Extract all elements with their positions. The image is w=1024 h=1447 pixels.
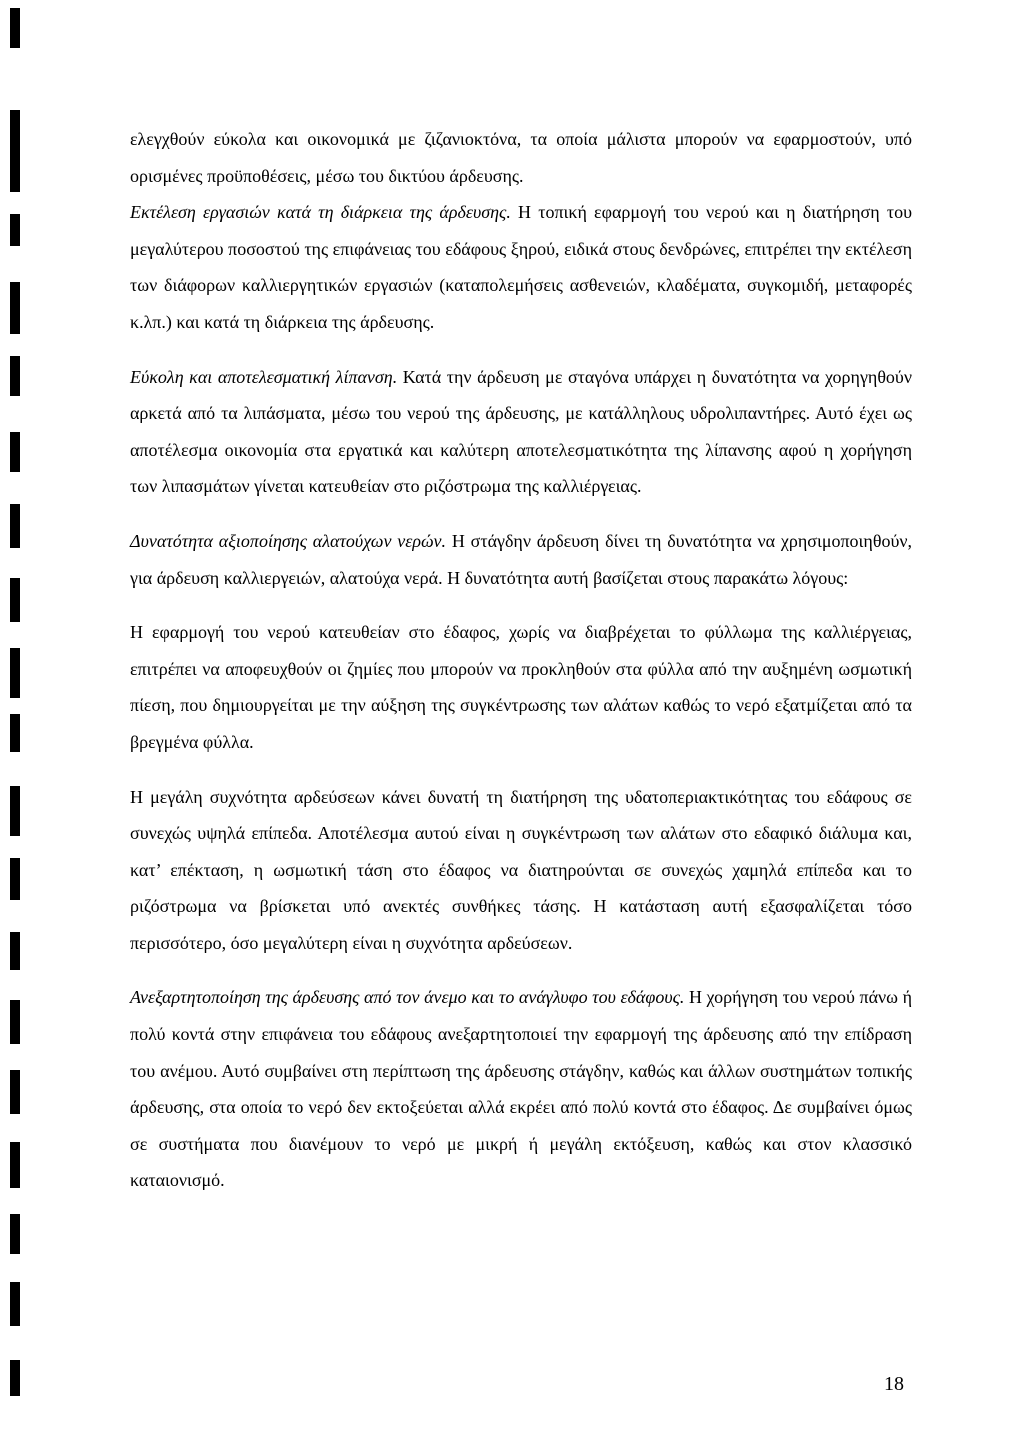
binding-mark bbox=[10, 356, 20, 396]
binding-mark bbox=[10, 1142, 20, 1188]
binding-mark bbox=[10, 1282, 20, 1326]
paragraph-heading: Ανεξαρτητοποίηση της άρδευσης από τον άνεμο και το ανάγλυφο του εδάφους. bbox=[130, 987, 685, 1008]
paragraph-heading: Δυνατότητα αξιοποίησης αλατούχων νερών. bbox=[130, 530, 447, 551]
binding-mark bbox=[10, 214, 20, 246]
paragraph: Δυνατότητα αξιοποίησης αλατούχων νερών. Η στάγδην άρδευση δίνει τη δυνατότητα να χρησιμοποιηθούν, για άρδευση καλλιεργειών, αλατούχα νερά. Η δυνατότητα αυτή βασίζεται στους παρακάτω λόγους: bbox=[130, 530, 912, 588]
binding-mark bbox=[10, 1214, 20, 1254]
paragraph: Ανεξαρτητοποίηση της άρδευσης από τον άνεμο και το ανάγλυφο του εδάφους. Η χορήγηση του νερού πάνω ή πολύ κοντά στην επιφάνεια του εδάφους ανεξαρτητοποιεί την εφαρμογή της άρδευσης από την επίδραση του ανέμου. Αυτό συμβαίνει στη περίπτωση της άρδευσης στάγδην, καθώς και άλλων συστημάτων τοπικής άρδευσης, στα οποία το νερό δεν εκτοξεύεται αλλά εκρέει από πολύ κοντά στο έδαφος. Δε συμβαίνει όμως σε συστήματα που διανέμουν το νερό με μικρή ή μεγάλη εκτόξευση, καθώς και στον κλασσικό καταιονισμό. bbox=[130, 987, 912, 1191]
binding-mark bbox=[10, 1000, 20, 1044]
binding-mark bbox=[10, 1070, 20, 1114]
binding-mark bbox=[10, 714, 20, 752]
paragraph-heading: Εύκολη και αποτελεσματική λίπανση. bbox=[130, 366, 398, 387]
binding-mark bbox=[10, 504, 20, 548]
binding-mark bbox=[10, 578, 20, 622]
binding-mark bbox=[10, 282, 20, 334]
paragraph: Εύκολη και αποτελεσματική λίπανση. Κατά την άρδευση με σταγόνα υπάρχει η δυνατότητα να χορηγηθούν αρκετά από τα λιπάσματα, μέσω του νερού της άρδευσης, με κατάλληλους υδρολιπαντήρες. Αυτό έχει ως αποτέλεσμα οικονομία στα εργατικά και καλύτερη αποτελεσματικότητα της λίπανσης αφού η χορήγηση των λιπασμάτων γίνεται κατευθείαν στο ριζόστρωμα της καλλιέργειας. bbox=[130, 366, 912, 497]
body-text bbox=[130, 121, 912, 1199]
page-number: 18 bbox=[884, 1373, 904, 1395]
binding-mark bbox=[10, 648, 20, 698]
binding-mark bbox=[10, 858, 20, 900]
paragraph: Εκτέλεση εργασιών κατά τη διάρκεια της άρδευσης. Η τοπική εφαρμογή του νερού και η διατήρηση του μεγαλύτερου ποσοστού της επιφάνειας του εδάφους ξηρού, ειδικά στους δενδρώνες, επιτρέπει την εκτέλεση των διάφορων καλλιεργητικών εργασιών (καταπολεμήσεις ασθενειών, κλαδέματα, συγκομιδή, μεταφορές κ.λπ.) και κατά τη διάρκεια της άρδευσης. bbox=[130, 202, 913, 332]
paragraph: Η μεγάλη συχνότητα αρδεύσεων κάνει δυνατή τη διατήρηση της υδατοπεριακτικότητας του εδάφους σε συνεχώς υψηλά επίπεδα. Αποτέλεσμα αυτού είναι η συγκέντρωση των αλάτων στο εδαφικό διάλυμα και, κατ’ επέκταση, η ωσμωτική τάση στο έδαφος να διατηρούνται σε συνεχώς χαμηλά επίπεδα και το ριζόστρωμα να βρίσκεται υπό ανεκτές συνθήκες τάσης. Η κατάσταση αυτή εξασφαλίζεται τόσο περισσότερο, όσο μεγαλύτερη είναι η συχνότητα αρδεύσεων. bbox=[130, 786, 912, 953]
paragraph: Η εφαρμογή του νερού κατευθείαν στο έδαφος, χωρίς να διαβρέχεται το φύλλωμα της καλλιέργειας, επιτρέπει να αποφευχθούν οι ζημίες που μπορούν να προκληθούν στα φύλλα από την αυξημένη ωσμωτική πίεση, που δημιουργείται με την αύξηση της συγκέντρωσης των αλάτων καθώς το νερό εξατμίζεται από τα βρεγμένα φύλλα. bbox=[130, 622, 912, 752]
binding-edge bbox=[0, 0, 30, 1447]
binding-mark bbox=[10, 786, 20, 836]
binding-mark bbox=[10, 432, 20, 472]
binding-mark bbox=[10, 8, 20, 48]
paragraph-heading: Εκτέλεση εργασιών κατά τη διάρκεια της άρδευσης. bbox=[130, 202, 511, 223]
paragraph: ελεγχθούν εύκολα και οικονομικά με ζιζανιοκτόνα, τα οποία μάλιστα μπορούν να εφαρμοστούν, υπό ορισμένες προϋποθέσεις, μέσω του δικτύου άρδευσης. bbox=[130, 129, 912, 186]
binding-mark bbox=[10, 110, 20, 192]
binding-mark bbox=[10, 1360, 20, 1396]
binding-mark bbox=[10, 932, 20, 970]
